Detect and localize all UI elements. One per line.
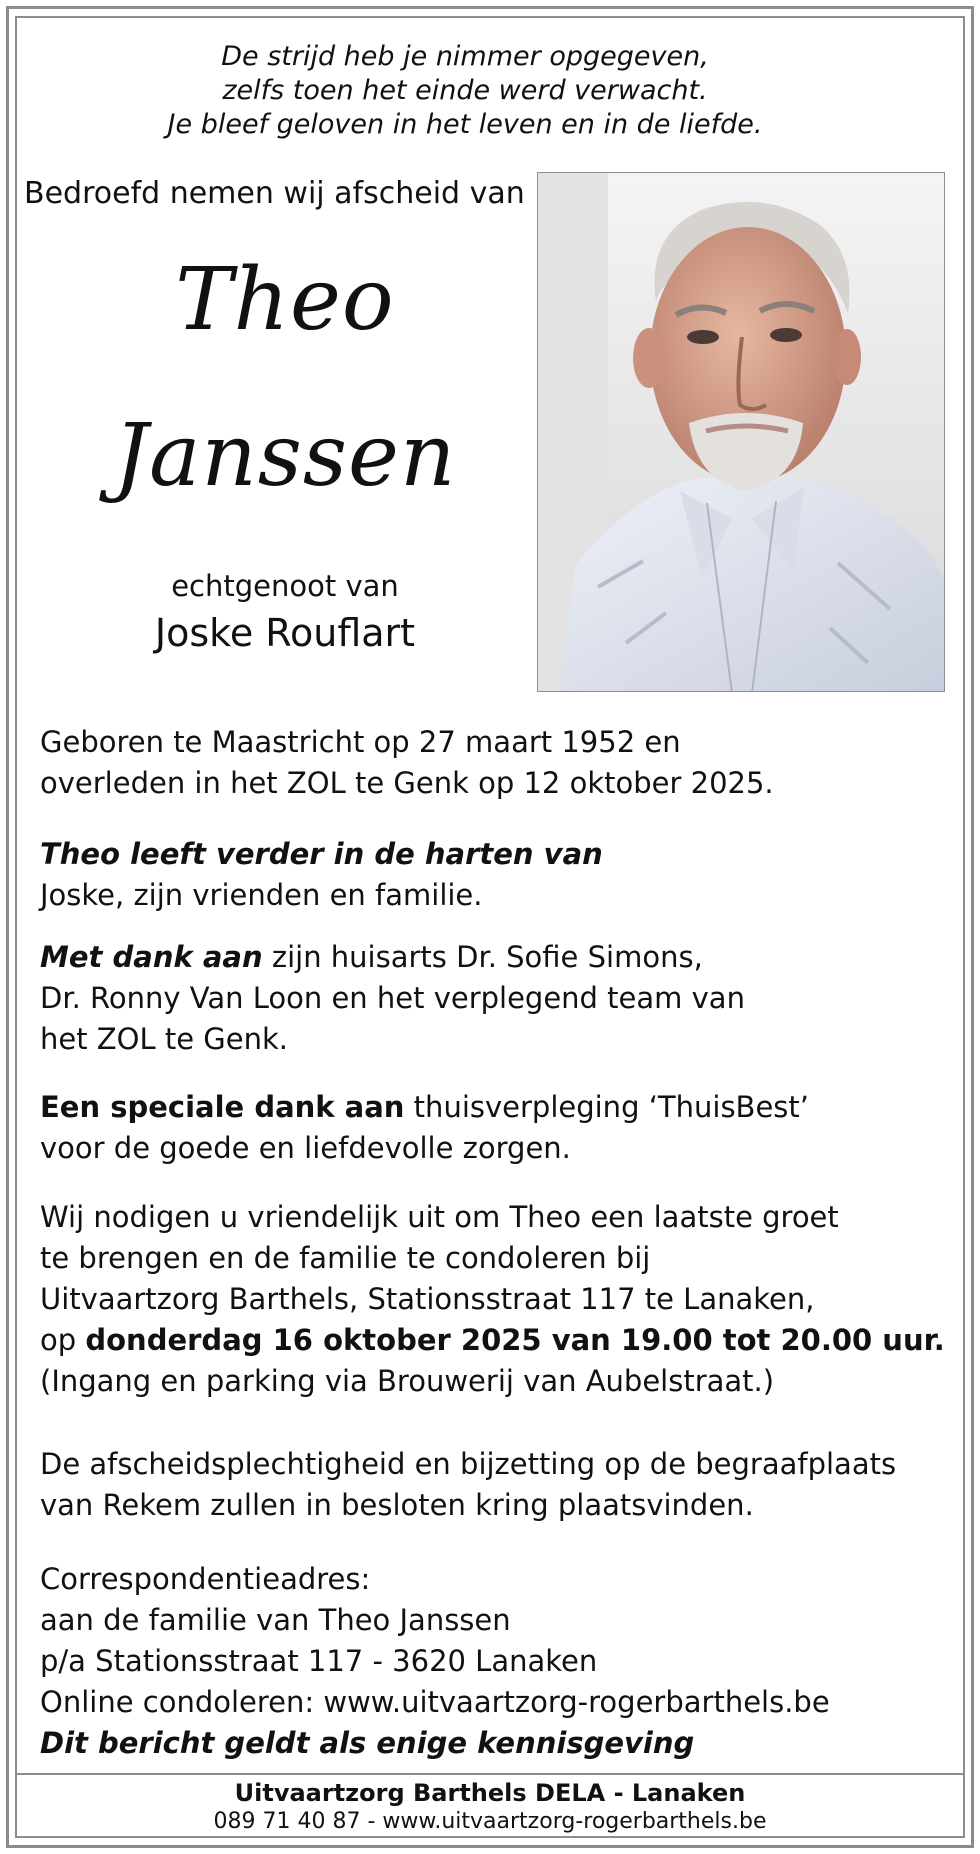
poem-line-3: Je bleef geloven in het leven en in de liefde. — [167, 109, 763, 140]
thanks-line-1 — [40, 937, 950, 978]
poem-line-1: De strijd heb je nimmer opgegeven, — [221, 41, 709, 72]
announcement-intro: Bedroefd nemen wij afscheid van — [24, 176, 525, 211]
invitation-line-4 — [40, 1320, 950, 1361]
invitation-parking-note: (Ingang en parking via Brouwerij van Aubelstraat.) — [40, 1364, 775, 1398]
thanks-rest: zijn huisarts Dr. Sofie Simons, — [262, 940, 703, 974]
special-thanks-lead: Een speciale dank aan — [40, 1090, 405, 1124]
correspondence-address: p/a Stationsstraat 117 - 3620 Lanaken — [40, 1644, 598, 1678]
ceremony-paragraph — [40, 1444, 950, 1526]
birth-line: Geboren te Maastricht op 27 maart 1952 en — [40, 725, 681, 759]
ceremony-line-2: van Rekem zullen in besloten kring plaatsvinden. — [40, 1488, 754, 1522]
opening-poem — [120, 40, 810, 142]
special-thanks-paragraph — [40, 1087, 950, 1169]
online-condolence-link[interactable]: Online condoleren: www.uitvaartzorg-rogerbarthels.be — [40, 1685, 830, 1719]
ceremony-line-1: De afscheidsplechtigheid en bijzetting op de begraafplaats — [40, 1447, 897, 1481]
special-thanks-rest: thuisverpleging ‘ThuisBest’ — [404, 1090, 809, 1124]
invitation-date-time: donderdag 16 oktober 2025 van 19.00 tot 20.00 uur. — [85, 1323, 945, 1357]
deceased-last-name: Janssen — [113, 406, 457, 506]
deceased-first-name: Theo — [175, 250, 395, 350]
thanks-lead: Met dank aan — [40, 940, 263, 974]
invitation-line-2: te brengen en de familie te condoleren bij — [40, 1241, 651, 1275]
death-line: overleden in het ZOL te Genk op 12 oktober 2025. — [40, 766, 774, 800]
special-thanks-line-2: voor de goede en liefdevolle zorgen. — [40, 1131, 571, 1165]
correspondence-paragraph — [40, 1559, 950, 1723]
remembered-paragraph — [40, 834, 950, 916]
thanks-line-2: Dr. Ronny Van Loon en het verplegend team van — [40, 981, 745, 1015]
invitation-line-3: Uitvaartzorg Barthels, Stationsstraat 117 te Lanaken, — [40, 1282, 815, 1316]
portrait-photo — [537, 172, 945, 692]
invitation-line-1: Wij nodigen u vriendelijk uit om Theo een laatste groet — [40, 1200, 839, 1234]
special-thanks-line-1 — [40, 1087, 950, 1128]
portrait-photo-icon — [538, 173, 944, 691]
invitation-date-prefix: op — [40, 1323, 86, 1357]
spouse-name: Joske Rouflart — [154, 611, 416, 655]
notice-text: Dit bericht geldt als enige kennisgeving — [40, 1726, 695, 1760]
invitation-paragraph — [40, 1197, 950, 1402]
poem-line-2: zelfs toen het einde werd verwacht. — [222, 75, 708, 106]
thanks-paragraph — [40, 937, 950, 1060]
funeral-home-contact[interactable]: 089 71 40 87 - www.uitvaartzorg-rogerbarthels.be — [213, 1809, 767, 1834]
correspondence-recipient: aan de familie van Theo Janssen — [40, 1603, 511, 1637]
funeral-home-name: Uitvaartzorg Barthels DELA - Lanaken — [234, 1779, 746, 1807]
remembered-heading: Theo leeft verder in de harten van — [40, 837, 603, 871]
remembered-line: Joske, zijn vrienden en familie. — [40, 878, 483, 912]
birth-death-paragraph — [40, 722, 950, 804]
footer-divider — [17, 1773, 963, 1775]
spouse-label: echtgenoot van — [171, 569, 399, 603]
thanks-line-3: het ZOL te Genk. — [40, 1022, 289, 1056]
correspondence-heading: Correspondentieadres: — [40, 1562, 371, 1596]
